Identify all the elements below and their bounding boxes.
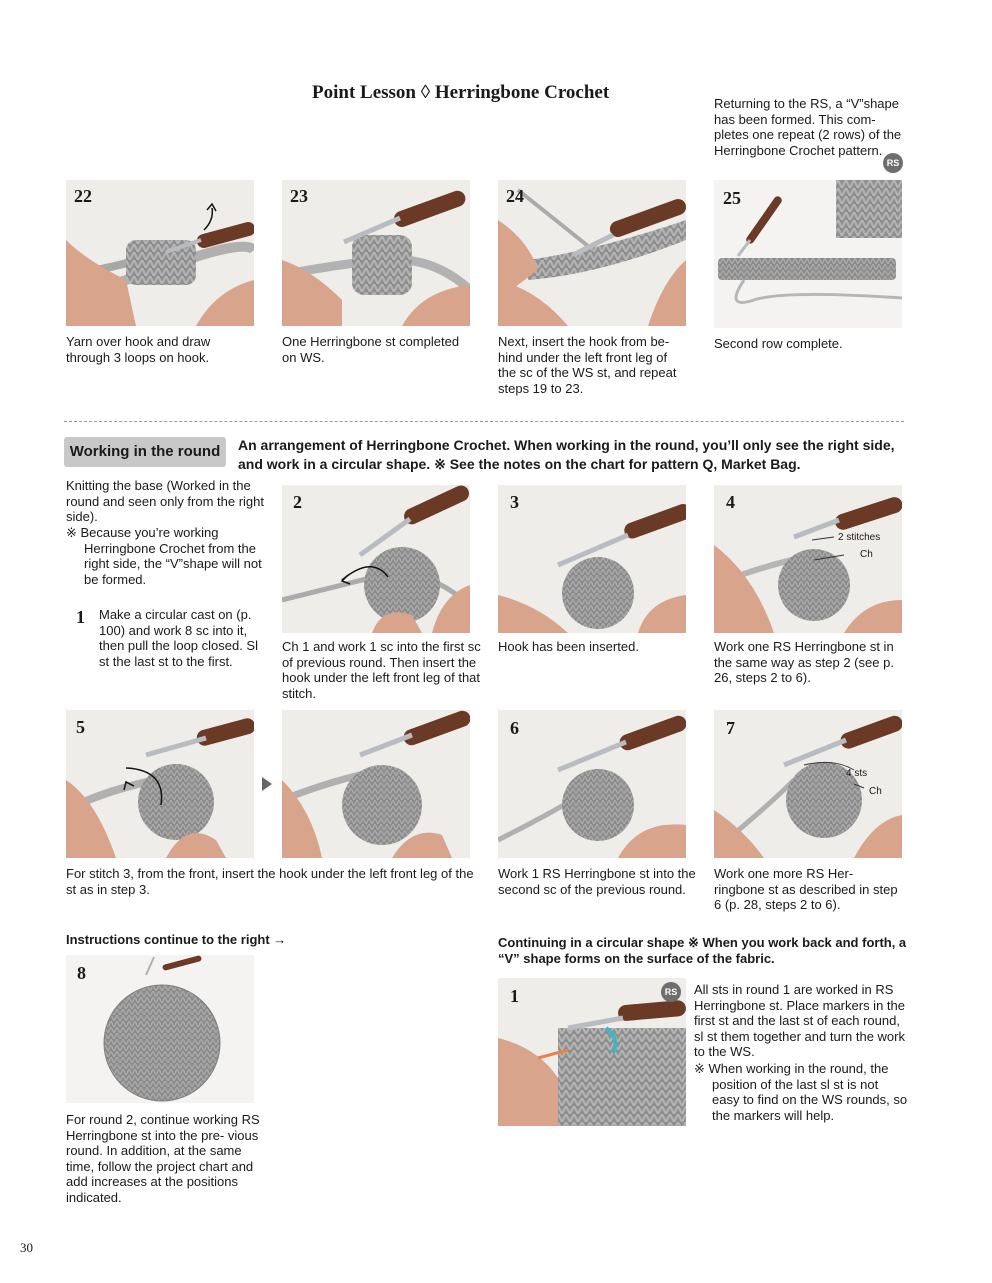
base-text: Knitting the base (Worked in the round and seen only from the right side). — [66, 478, 265, 524]
section-badge: Working in the round — [64, 437, 226, 467]
step-caption: Hook has been inserted. — [498, 639, 639, 654]
step-number: 24 — [506, 186, 524, 206]
step-photo — [282, 485, 470, 633]
step-number: 23 — [290, 186, 308, 206]
step-number: 7 — [726, 718, 735, 738]
step-photo — [714, 180, 902, 328]
photo-label: Ch — [869, 786, 882, 797]
base-note: ※ Because you’re working Herringbone Crochet from the right side, the “V”shape will not be formed. — [66, 525, 262, 587]
step-caption: Next, insert the hook from be- hind under the left front leg of the sc of the WS st, and repeat steps 19 to 23. — [498, 334, 677, 396]
step-photo — [498, 978, 686, 1126]
step-caption: One Herringbone st completed on WS. — [282, 334, 460, 365]
step-caption: Ch 1 and work 1 sc into the first sc of previous round. Then insert the hook under the left front leg of that stitch. — [282, 639, 481, 701]
step-caption: Yarn over hook and draw through 3 loops on hook. — [66, 334, 211, 365]
step-number: 25 — [723, 188, 741, 208]
step-caption: Work one more RS Her- ringbone st as described in step 6 (p. 28, steps 2 to 6). — [714, 866, 898, 912]
step-number: 2 — [293, 492, 302, 512]
step-number: 8 — [77, 963, 86, 983]
step-number: 22 — [74, 186, 92, 206]
step-number: 1 — [510, 986, 519, 1006]
step-photo — [498, 180, 686, 326]
step-text: For round 2, continue working RS Herringbone st into the pre- vious round. In addition, at the same time, follow the project chart and add increases at the positions indicated. — [66, 1112, 260, 1205]
continue-note: Instructions continue to the right → — [66, 932, 287, 947]
page-title: Point Lesson ◊ Herringbone Crochet — [312, 82, 610, 103]
step-number: 1 — [76, 607, 85, 627]
page-number: 30 — [20, 1240, 33, 1255]
photo-label: 4 sts — [846, 768, 868, 779]
step-number: 6 — [510, 718, 519, 738]
section-intro: An arrangement of Herringbone Crochet. When working in the round, you’ll only see the right side, and work in a circular shape. ※ See the notes on the chart for pattern Q, Market Bag. — [238, 437, 895, 472]
top-note: Returning to the RS, a “V”shape has been formed. This com- pletes one repeat (2 rows) of the Herringbone Crochet pattern. — [714, 96, 902, 158]
step-photo — [498, 710, 686, 858]
step-caption: Second row complete. — [714, 336, 843, 351]
step-photo — [498, 485, 686, 633]
step-number: 4 — [726, 492, 735, 512]
step-photo — [282, 710, 470, 858]
step-note: ※ When working in the round, the position of the last sl st is not easy to find on the WS rounds, so the markers will help. — [694, 1061, 908, 1123]
step-photo — [66, 180, 254, 326]
step-number: 3 — [510, 492, 519, 512]
rs-badge: RS — [661, 982, 681, 1002]
step-caption: For stitch 3, from the front, insert the hook under the left front leg of the st as in step 3. — [66, 866, 474, 897]
photo-label: 2 stitches — [838, 532, 881, 543]
step-caption: Work one RS Herringbone st in the same way as step 2 (see p. 26, steps 2 to 6). — [714, 639, 894, 685]
step-photo — [714, 485, 902, 633]
step-text: All sts in round 1 are worked in RS Herringbone st. Place markers in the first st and the last st of each round, sl st them together and turn the work to the WS. — [694, 982, 905, 1059]
step-photo — [66, 955, 254, 1103]
step-photo — [282, 180, 470, 326]
step-text: Make a circular cast on (p. 100) and work 8 sc into it, then pull the loop closed. Sl st the last st to the first. — [99, 607, 258, 669]
photo-label: Ch — [860, 549, 873, 560]
section-divider — [64, 421, 904, 422]
step-caption: Work 1 RS Herringbone st into the second sc of the previous round. — [498, 866, 696, 897]
section-heading: Continuing in a circular shape ※ When you work back and forth, a “V” shape forms on the surface of the fabric. — [498, 935, 907, 966]
step-number: 5 — [76, 717, 85, 737]
arrow-right-icon — [262, 777, 272, 791]
rs-badge: RS — [883, 153, 903, 173]
step-photo — [66, 710, 254, 858]
step-photo — [714, 710, 902, 858]
